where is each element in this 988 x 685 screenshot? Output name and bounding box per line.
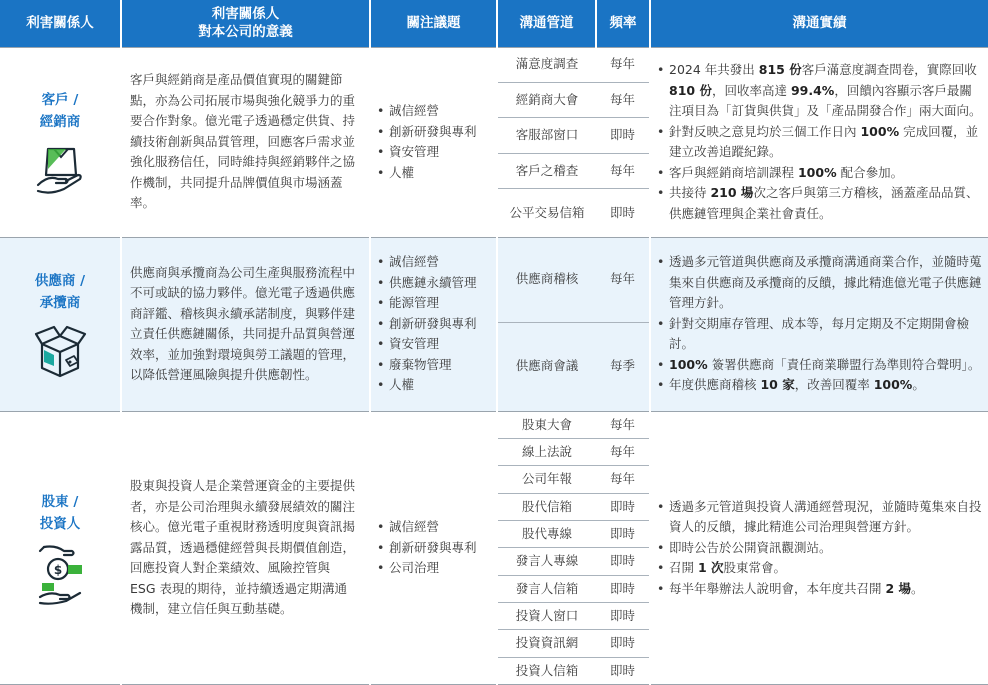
channel-frequency: 每年: [596, 153, 650, 188]
table-row: [0, 237, 988, 322]
table-header-row: [0, 0, 988, 47]
stakeholder-name-line2: 經銷商: [39, 114, 81, 131]
significance-text: 股東與投資人是企業營運資金的主要提供者，亦是公司治理與永續發展績效的關注核心。億光電子重視財務透明度與資訊揭露品質，透過穩健經營與長期價值創造，回應投資人對企業績效、風險控管與 ESG 表現的期待，並持續透過定期溝通機制，建立信任與互動基礎。: [121, 411, 370, 684]
results-cell: [650, 411, 988, 684]
topic-item: • 廢棄物管理: [377, 355, 492, 376]
channel-name: 股代專線: [497, 520, 596, 547]
topic-item: • 人權: [377, 163, 492, 184]
result-item: • 每半年舉辦法人說明會，本年度共召開 2 場。: [657, 579, 982, 600]
channel-name: 滿意度調查: [497, 47, 596, 82]
stakeholder-name: [6, 491, 114, 535]
hand-money-icon: [34, 543, 86, 605]
hand-holding-bag-icon: [34, 141, 86, 195]
channel-name: 線上法說: [497, 439, 596, 466]
channel-name: 股代信箱: [497, 493, 596, 520]
stakeholder-name: [6, 89, 114, 133]
stakeholder-name-line2: 承攬商: [39, 295, 81, 312]
results-list: [657, 497, 982, 600]
channel-name: 投資資訊網: [497, 630, 596, 657]
result-item: • 共接待 210 場次之客戶與第三方稽核，涵蓋產品品質、供應鏈管理與企業社會責任。: [657, 183, 982, 224]
channel-frequency: 即時: [596, 575, 650, 602]
result-item: • 100% 簽署供應商「責任商業聯盟行為準則符合聲明」。: [657, 355, 982, 376]
results-list: [657, 60, 982, 224]
header-channel: 溝通管道: [497, 0, 596, 47]
channel-frequency: 即時: [596, 657, 650, 684]
header-significance: [121, 0, 370, 47]
channel-frequency: 即時: [596, 548, 650, 575]
channel-frequency: 即時: [596, 189, 650, 238]
channel-name: 投資人窗口: [497, 602, 596, 629]
topic-item: • 公司治理: [377, 558, 492, 579]
result-item: • 2024 年共發出 815 份客戶滿意度調查問卷，實際回收 810 份，回收率高達 99.4%，回饋內容顯示客戶最關注項目為「訂貨與供貨」及「產品開發合作」兩大面向。: [657, 60, 982, 122]
results-cell: [650, 237, 988, 411]
header-significance-line1: 利害關係人: [211, 6, 280, 23]
stakeholder-name: [6, 270, 114, 314]
channel-name: 發言人信箱: [497, 575, 596, 602]
topic-item: • 創新研發與專利: [377, 122, 492, 143]
channel-name: 公平交易信箱: [497, 189, 596, 238]
result-item: • 年度供應商稽核 10 家，改善回覆率 100%。: [657, 375, 982, 396]
channel-name: 供應商會議: [497, 322, 596, 411]
result-item: • 透過多元管道與投資人溝通經營現況，並隨時蒐集來自投資人的反饋，據此精進公司治理與營運方針。: [657, 497, 982, 538]
topic-item: • 誠信經營: [377, 101, 492, 122]
channel-frequency: 即時: [596, 493, 650, 520]
channel-frequency: 每年: [596, 82, 650, 117]
channel-frequency: 每年: [596, 439, 650, 466]
channel-name: 供應商稽核: [497, 237, 596, 322]
topic-item: • 資安管理: [377, 142, 492, 163]
header-significance-line2: 對本公司的意義: [198, 24, 293, 41]
topics-cell: [370, 47, 497, 237]
channel-name: 投資人信箱: [497, 657, 596, 684]
channel-name: 經銷商大會: [497, 82, 596, 117]
stakeholder-shareholders: [0, 411, 121, 684]
result-item: • 召開 1 次股東常會。: [657, 558, 982, 579]
topics-list: [377, 101, 492, 183]
result-item: • 針對交期庫存管理、成本等，每月定期及不定期開會檢討。: [657, 314, 982, 355]
table-row: [0, 411, 988, 438]
channel-frequency: 每年: [596, 47, 650, 82]
result-item: • 透過多元管道與供應商及承攬商溝通商業合作，並隨時蒐集來自供應商及承攬商的反饋，據此精進億光電子供應鏈管理方針。: [657, 252, 982, 314]
channel-frequency: 每年: [596, 466, 650, 493]
channel-name: 客戶之稽查: [497, 153, 596, 188]
open-box-tag-icon: [32, 322, 88, 378]
channel-frequency: 即時: [596, 630, 650, 657]
channel-name: 發言人專線: [497, 548, 596, 575]
header-topics: 關注議題: [370, 0, 497, 47]
topic-item: • 誠信經營: [377, 517, 492, 538]
results-list: [657, 252, 982, 396]
results-cell: [650, 47, 988, 237]
result-item: • 客戶與經銷商培訓課程 100% 配合參加。: [657, 163, 982, 184]
significance-text: 供應商與承攬商為公司生產與服務流程中不可或缺的協力夥伴。億光電子透過供應商評鑑、稽核與永續承諾制度，與夥伴建立責任供應鏈關係，共同提升品質與營運效率，並加強對環境與勞工議題的管理，以降低營運風險與提升供應韌性。: [121, 237, 370, 411]
stakeholder-customers: [0, 47, 121, 237]
stakeholder-name-line1: 股東 /: [41, 493, 79, 510]
header-stakeholder: 利害關係人: [0, 0, 121, 47]
topic-item: • 能源管理: [377, 293, 492, 314]
table-row: [0, 47, 988, 82]
channel-frequency: 每年: [596, 237, 650, 322]
channel-frequency: 即時: [596, 118, 650, 153]
channel-frequency: 即時: [596, 520, 650, 547]
channel-name: 股東大會: [497, 411, 596, 438]
significance-text: 客戶與經銷商是產品價值實現的關鍵節點，亦為公司拓展市場與強化競爭力的重要合作對象。億光電子透過穩定供貨、持續技術創新與品質管理，回應客戶需求並強化服務信任，同時維持與經銷夥伴之協作機制，共同提升品牌價值與市場涵蓋率。: [121, 47, 370, 237]
header-frequency: 頻率: [596, 0, 650, 47]
channel-name: 客服部窗口: [497, 118, 596, 153]
stakeholder-suppliers: [0, 237, 121, 411]
channel-frequency: 每季: [596, 322, 650, 411]
topics-list: [377, 252, 492, 396]
result-item: • 針對反映之意見均於三個工作日內 100% 完成回覆，並建立改善追蹤紀錄。: [657, 122, 982, 163]
stakeholder-name-line1: 客戶 /: [41, 92, 79, 109]
topic-item: • 創新研發與專利: [377, 538, 492, 559]
topic-item: • 資安管理: [377, 334, 492, 355]
topic-item: • 創新研發與專利: [377, 314, 492, 335]
svg-text:$: $: [53, 562, 63, 577]
topics-cell: [370, 237, 497, 411]
result-item: • 即時公告於公開資訊觀測站。: [657, 538, 982, 559]
stakeholder-name-line1: 供應商 /: [34, 273, 86, 290]
topic-item: • 誠信經營: [377, 252, 492, 273]
topics-cell: [370, 411, 497, 684]
topics-list: [377, 517, 492, 579]
stakeholder-name-line2: 投資人: [39, 515, 81, 532]
channel-frequency: 即時: [596, 602, 650, 629]
topic-item: • 人權: [377, 375, 492, 396]
channel-frequency: 每年: [596, 411, 650, 438]
topic-item: • 供應鏈永續管理: [377, 273, 492, 294]
header-results: 溝通實績: [650, 0, 988, 47]
channel-name: 公司年報: [497, 466, 596, 493]
